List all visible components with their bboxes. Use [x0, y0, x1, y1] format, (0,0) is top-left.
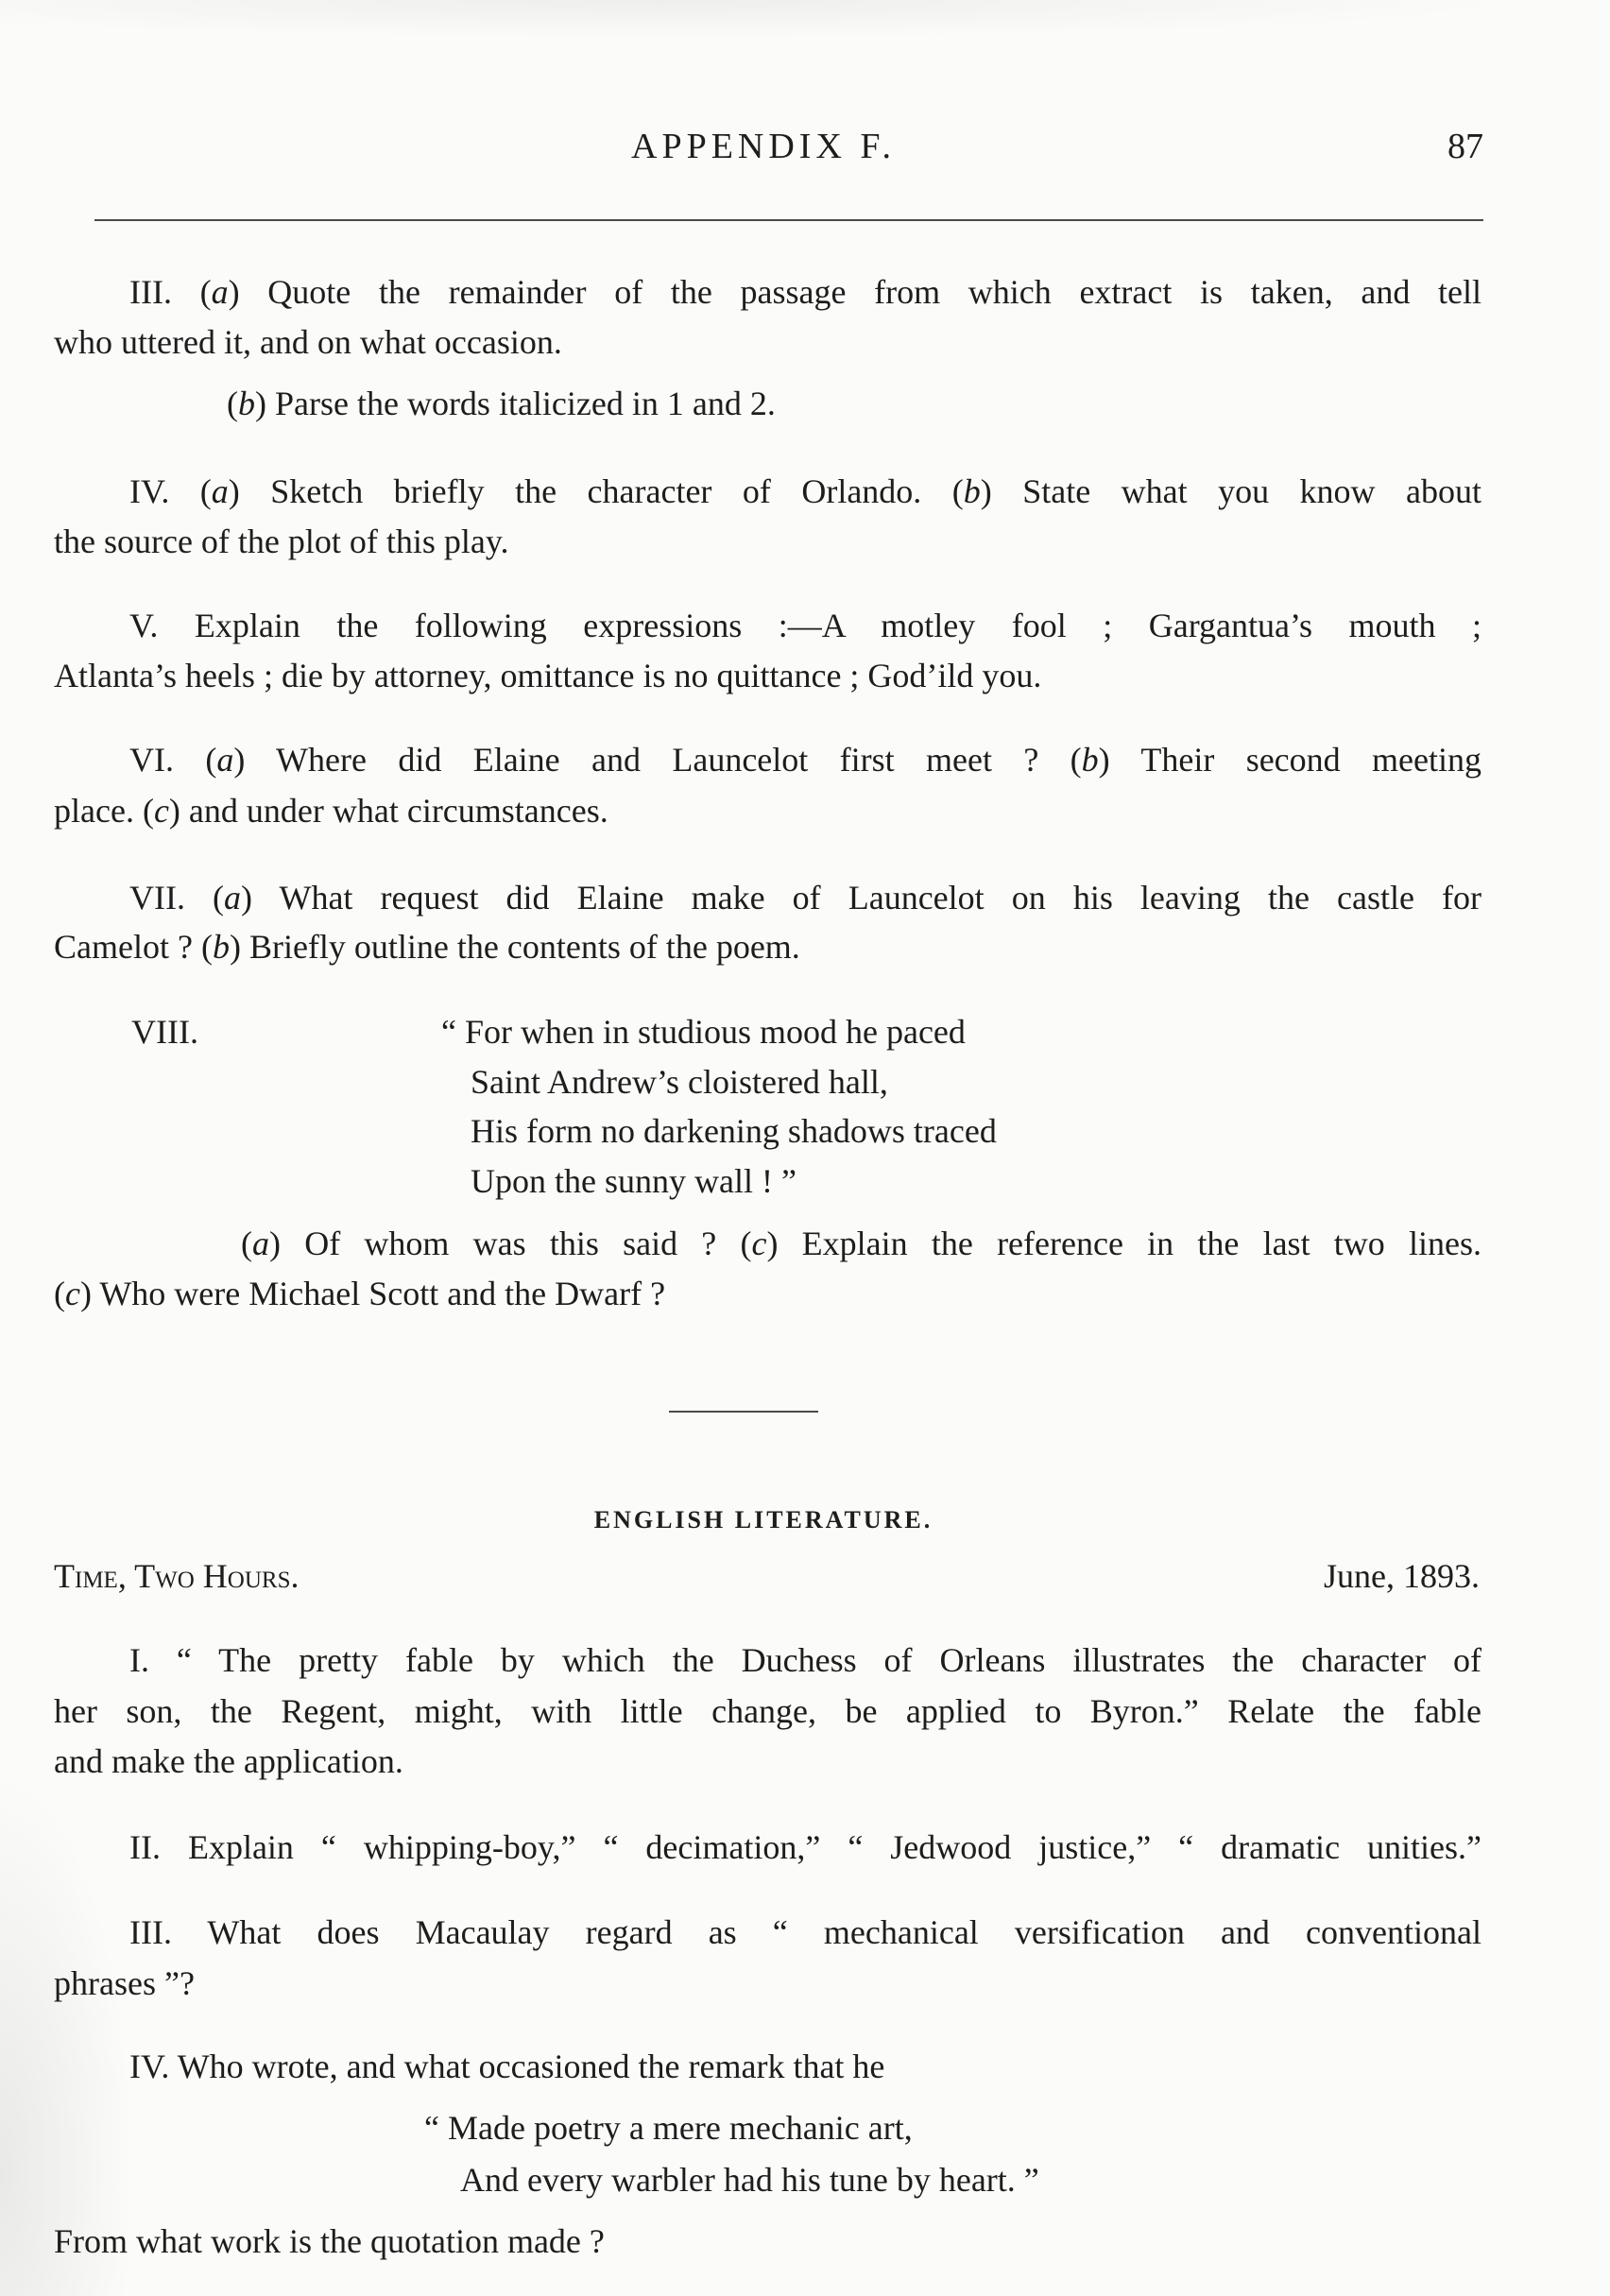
italic-letter: b: [1081, 741, 1099, 779]
quoted-verse-line: And every warbler had his tune by heart. ”: [460, 2161, 1039, 2199]
quoted-verse-line: Upon the sunny wall ! ”: [471, 1162, 796, 1200]
italic-letter: b: [212, 928, 230, 966]
question-iii-line: III. What does Macaulay regard as “ mechanical versification and conventional: [129, 1913, 1482, 1951]
question-iv-line: IV. (a) Sketch briefly the character of Orlando. (b) State what you know about: [129, 472, 1482, 510]
question-i-line: her son, the Regent, might, with little change, be applied to Byron.” Relate the fable: [54, 1692, 1482, 1730]
page-number: 87: [1447, 127, 1483, 166]
question-vii-line: VII. (a) What request did Elaine make of Launcelot on his leaving the castle for: [129, 879, 1482, 917]
question-vi-line: place. (c) and under what circumstances.: [54, 792, 608, 830]
question-iii-line: III. (a) Quote the remainder of the passage from which extract is taken, and tell: [129, 273, 1482, 311]
question-viii-line: (c) Who were Michael Scott and the Dwarf ?: [54, 1275, 666, 1312]
italic-letter: a: [216, 741, 234, 779]
question-iii-part-b: (b) Parse the words italicized in 1 and 2.: [227, 385, 776, 422]
question-i-line: and make the application.: [54, 1742, 403, 1780]
quoted-verse-line: Saint Andrew’s cloistered hall,: [471, 1063, 888, 1101]
italic-letter: b: [963, 472, 981, 510]
italic-letter: a: [252, 1225, 269, 1262]
section-divider: [669, 1411, 818, 1413]
italic-letter: a: [224, 879, 242, 917]
italic-letter: b: [238, 385, 255, 422]
running-head-title: APPENDIX F.: [631, 127, 896, 166]
question-iii-line: who uttered it, and on what occasion.: [54, 323, 562, 361]
quoted-verse-line: “ For when in studious mood he paced: [441, 1013, 966, 1051]
question-viii-number: VIII.: [131, 1013, 198, 1051]
question-iii-line: phrases ”?: [54, 1964, 195, 2002]
question-i-line: I. “ The pretty fable by which the Duchess of Orleans illustrates the character of: [129, 1641, 1482, 1679]
italic-letter: c: [65, 1275, 80, 1312]
time-allowed: Time, Two Hours.: [54, 1557, 300, 1595]
question-iv-line: the source of the plot of this play.: [54, 523, 509, 560]
exam-date: June, 1893.: [1324, 1557, 1480, 1595]
italic-letter: c: [153, 792, 169, 830]
italic-letter: a: [211, 472, 229, 510]
question-iv-followup: From what work is the quotation made ?: [54, 2222, 605, 2260]
italic-letter: a: [211, 273, 229, 311]
question-vi-line: VI. (a) Where did Elaine and Launcelot first meet ? (b) Their second meeting: [129, 741, 1482, 779]
question-vii-line: Camelot ? (b) Briefly outline the contents of the poem.: [54, 928, 800, 966]
question-ii-line: II. Explain “ whipping-boy,” “ decimation,” “ Jedwood justice,” “ dramatic unities.”: [129, 1828, 1482, 1866]
question-v-line: V. Explain the following expressions :—A motley fool ; Gargantua’s mouth ;: [129, 607, 1482, 644]
italic-letter: c: [751, 1225, 767, 1262]
question-iv-line: IV. Who wrote, and what occasioned the remark that he: [129, 2048, 885, 2085]
quoted-verse-line: His form no darkening shadows traced: [471, 1112, 997, 1150]
quoted-verse-line: “ Made poetry a mere mechanic art,: [424, 2109, 913, 2147]
header-rule: [94, 219, 1483, 221]
question-viii-line: (a) Of whom was this said ? (c) Explain the reference in the last two lines.: [241, 1225, 1482, 1262]
paper-heading: ENGLISH LITERATURE.: [593, 1506, 933, 1534]
question-v-line: Atlanta’s heels ; die by attorney, omittance is no quittance ; God’ild you.: [54, 657, 1042, 694]
